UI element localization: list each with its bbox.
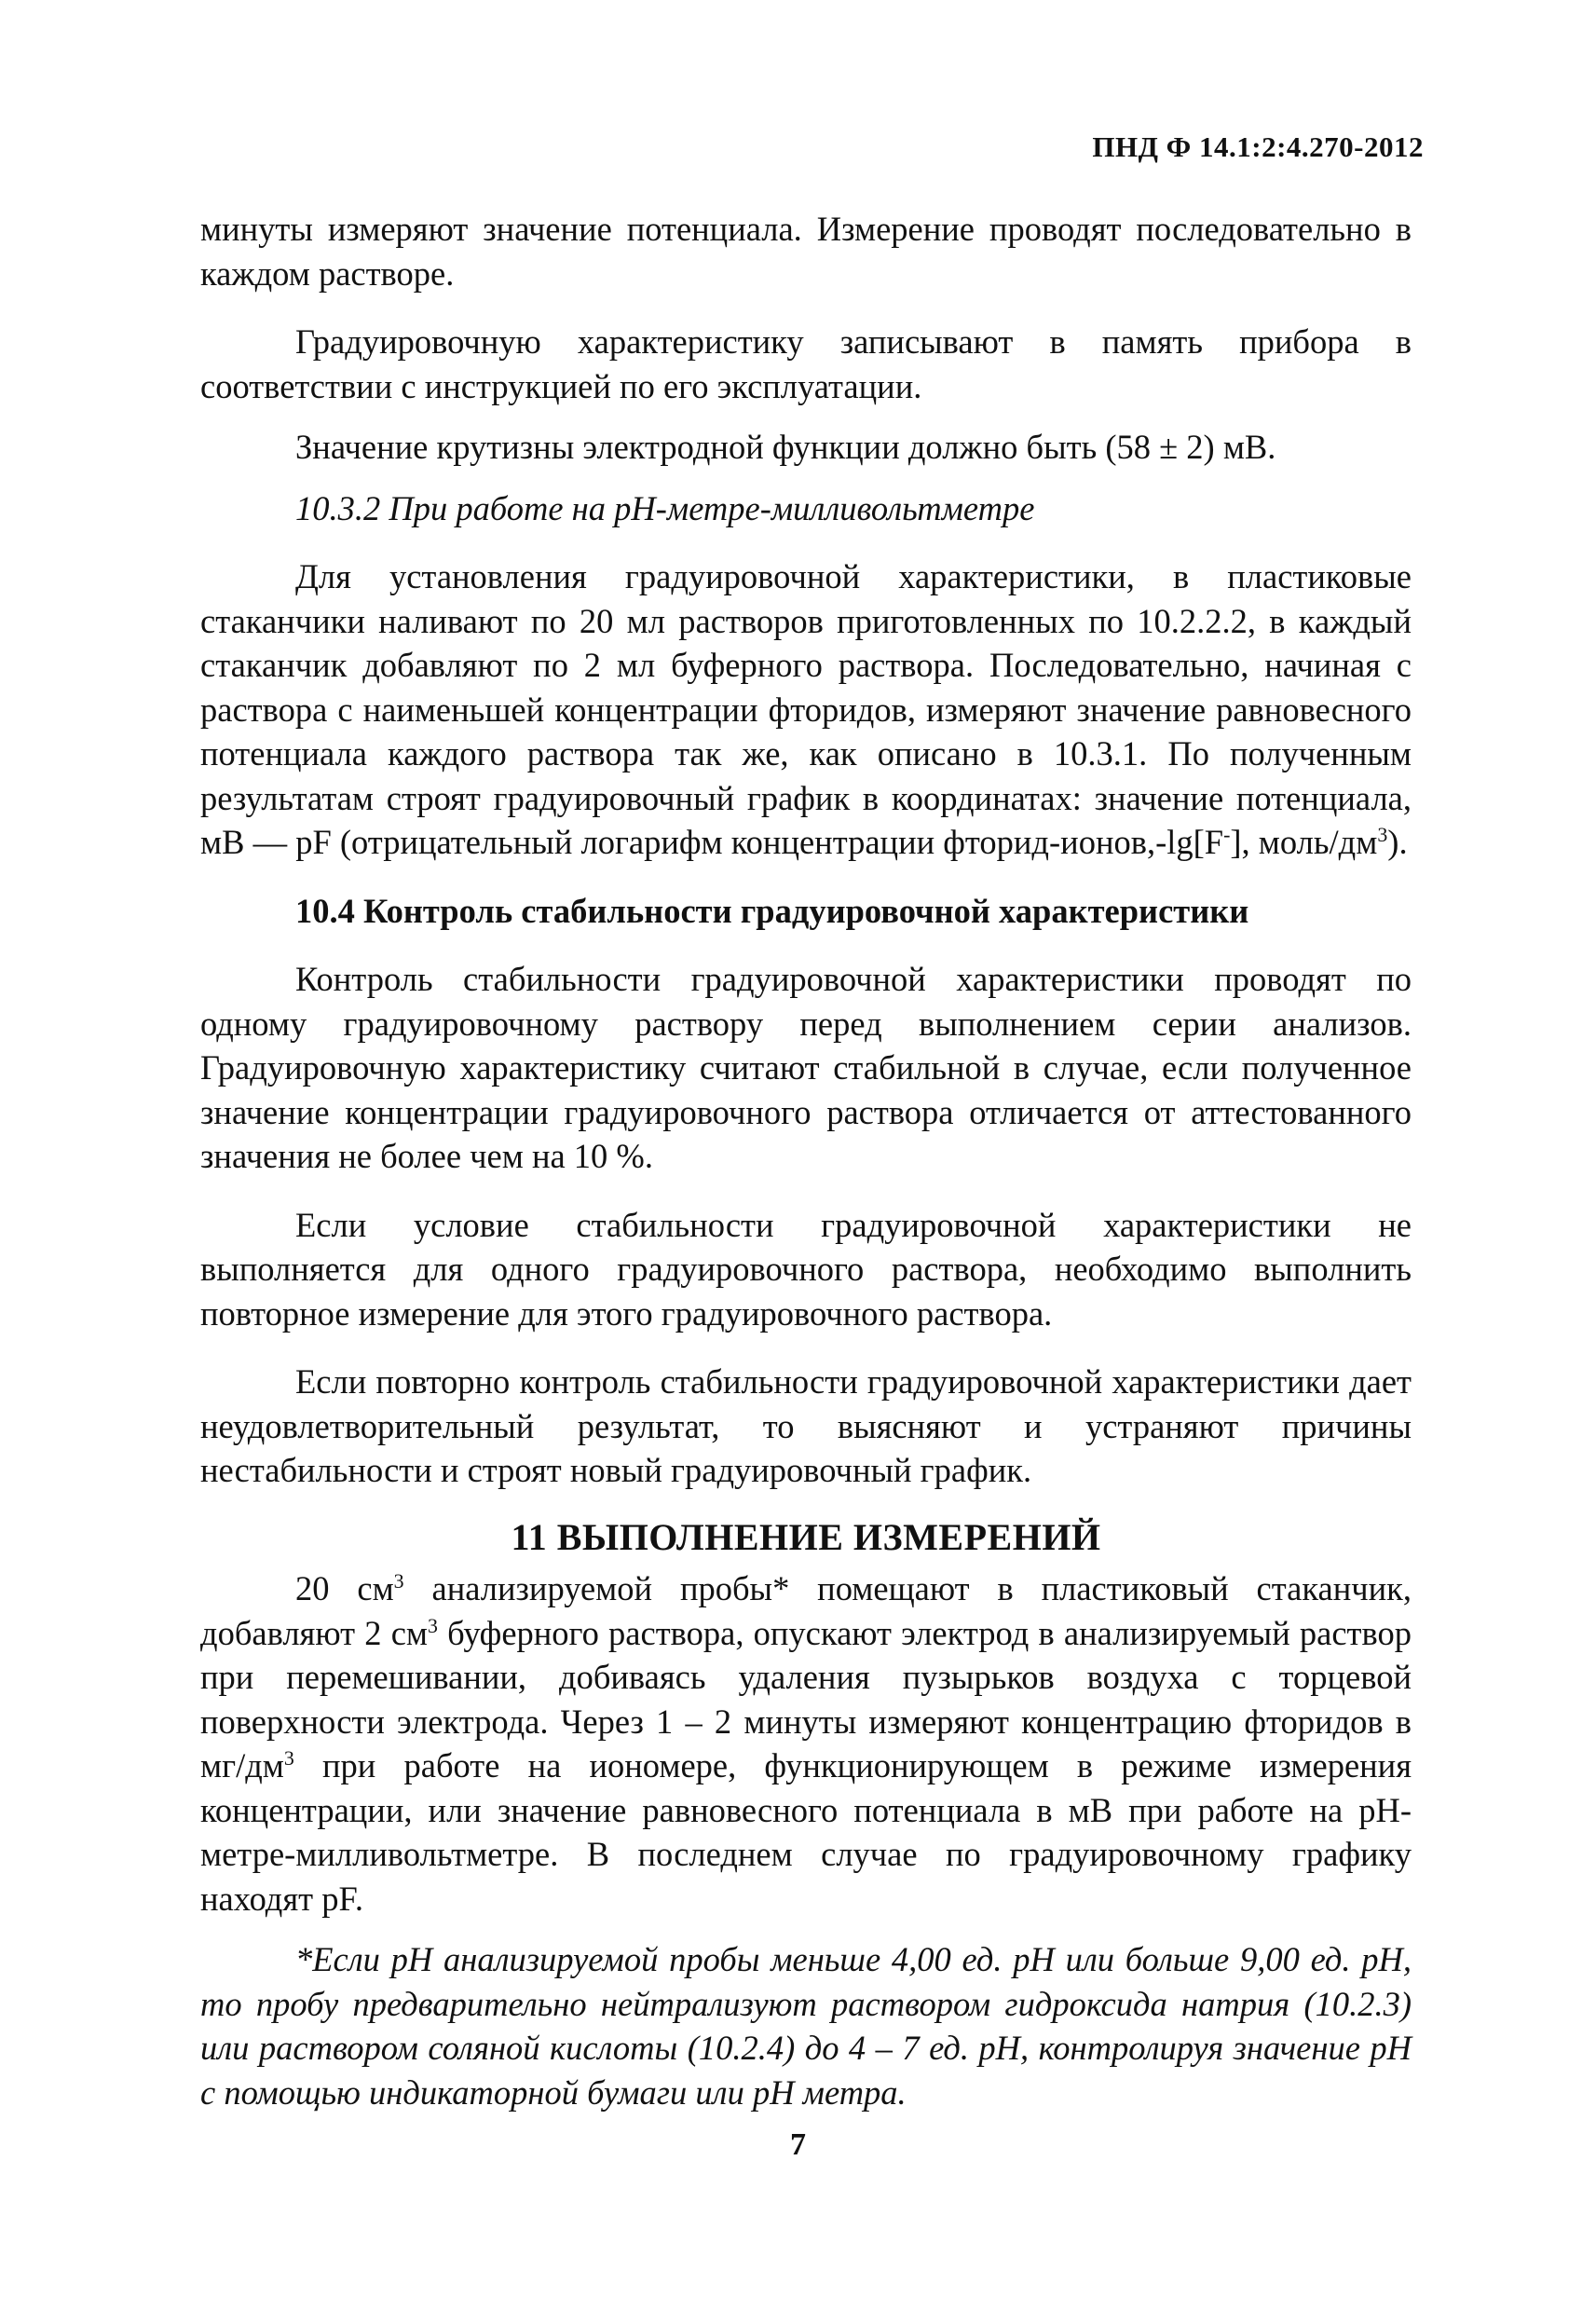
paragraph-calibration-procedure-text: Для установления градуировочной характеристики, в пластиковые стаканчики наливают по 20 мл растворов приготовленных по 10.2.2.2, в каждый стаканчик добавляют по 2 мл буферного раствора. Последовательно, начиная с раствора с наименьшей концентрации фторидов, измеряют значение равновесного потенциала каждого раствора так же, как описано в 10.3.1. По полученным результатам строят градуировочный график в координатах: значение потенциала, мВ — pF (отрицательный логарифм концентрации фторид-ионов,-lg[F [200, 557, 1412, 861]
document-code-header: ПНД Ф 14.1:2:4.270-2012 [1092, 130, 1424, 163]
superscript-3: 3 [393, 1568, 404, 1593]
page-number: 7 [790, 2127, 806, 2162]
superscript-3: 3 [283, 1745, 294, 1770]
paragraph-calibration-procedure-tail: ], моль/дм [1230, 823, 1378, 861]
footnote-ph-neutralization: *Если pH анализируемой пробы меньше 4,00 ед. pH или больше 9,00 ед. pH, то пробу предварительно нейтрализуют раствором гидроксида натрия (10.2.3) или раствором соляной кислоты (10.2.4) до 4 – 7 ед. pH, контролируя значение pH с помощью индикаторной бумаги или pH метра. [200, 1940, 1412, 2112]
superscript-3: 3 [428, 1613, 438, 1637]
subsection-heading-10-3-2: 10.3.2 При работе на pH-метре-милливольтметре [295, 488, 1035, 527]
document-body [200, 207, 1412, 2114]
superscript-minus: - [1223, 822, 1231, 846]
section-heading-10-4: 10.4 Контроль стабильности градуировочной характеристики [295, 891, 1249, 930]
measurement-text-a: 20 см [295, 1569, 394, 1607]
paragraph-calibration-memory: Градуировочную характеристику записывают в память прибора в соответствии с инструкцией по его эксплуатации. [200, 322, 1412, 405]
paragraph-slope-value: Значение крутизны электродной функции должно быть (58 ± 2) мВ. [295, 428, 1276, 466]
paragraph-measurement-procedure [200, 1566, 1412, 1921]
superscript-3: 3 [1377, 822, 1388, 846]
paragraph-stability-failure: Если условие стабильности градуировочной характеристики не выполняется для одного градуировочного раствора, необходимо выполнить повторное измерение для этого градуировочного раствора. [200, 1205, 1412, 1333]
measurement-text-b: анализируемой пробы* помещают в пластиковый стаканчик, добавляют 2 см [200, 1569, 1412, 1652]
measurement-text-c: буферного раствора, опускают электрод в анализируемый раствор при перемешивании, добиваясь удаления пузырьков воздуха с торцевой поверхности электрода. Через 1 – 2 минуты измеряют концентрацию фторидов в мг/дм [200, 1613, 1412, 1785]
paragraph-calibration-procedure [200, 554, 1412, 865]
paragraph-calibration-procedure-end: ). [1387, 823, 1408, 861]
measurement-text-d: при работе на иономере, функционирующем в режиме измерения концентрации, или значение равновесного потенциала в мВ при работе на pH-метре-милливольтметре. В последнем случае по градуировочному графику находят pF. [200, 1746, 1412, 1918]
paragraph-continuation: минуты измеряют значение потенциала. Измерение проводят последовательно в каждом растворе. [200, 210, 1412, 293]
section-heading-11: 11 ВЫПОЛНЕНИЕ ИЗМЕРЕНИЙ [511, 1515, 1101, 1558]
paragraph-stability-control: Контроль стабильности градуировочной характеристики проводят по одному градуировочному раствору перед выполнением серии анализов. Градуировочную характеристику считают стабильной в случае, если полученное значение концентрации градуировочного раствора отличается от аттестованного значения не более чем на 10 %. [200, 960, 1412, 1175]
paragraph-repeat-control: Если повторно контроль стабильности градуировочной характеристики дает неудовлетворительный результат, то выясняют и устраняют причины нестабильности и строят новый градуировочный график. [200, 1362, 1412, 1489]
